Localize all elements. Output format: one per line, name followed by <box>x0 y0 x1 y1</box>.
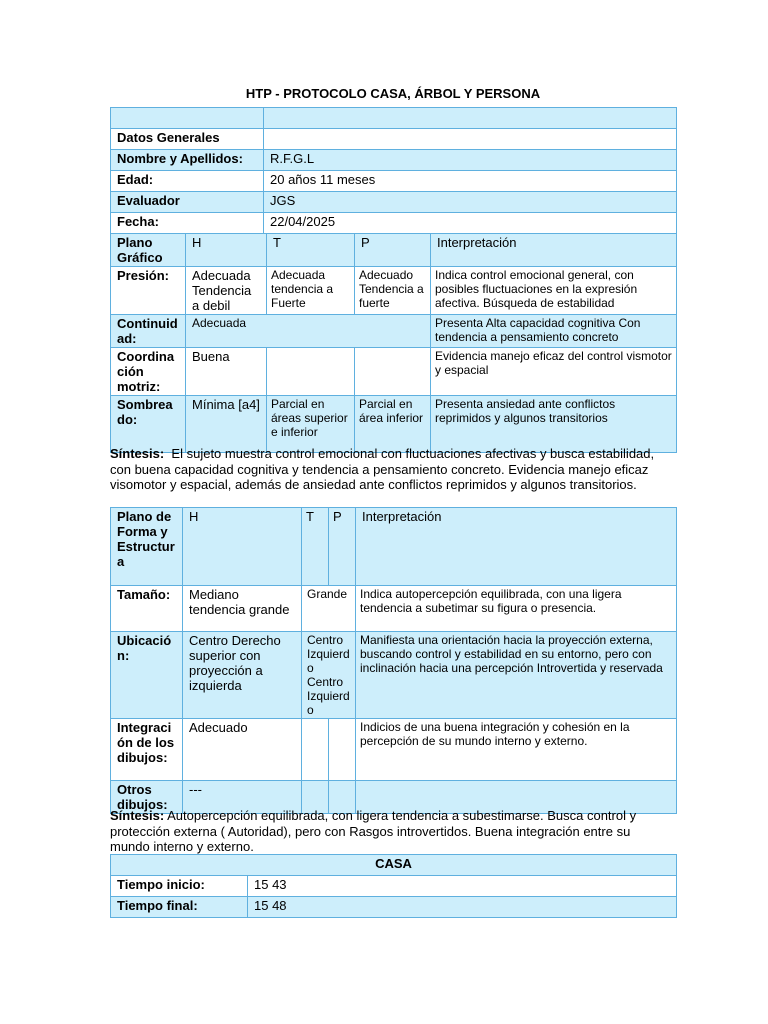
empty-cell <box>111 108 264 129</box>
cell-p: Parcial en área inferior <box>355 396 431 453</box>
row-label: Sombreado: <box>111 396 186 453</box>
synthesis-1 <box>110 446 670 493</box>
cell-p <box>329 719 356 781</box>
end-time-value: 15 48 <box>248 897 677 918</box>
cell-h: Centro Derecho superior con proyección a izquierda <box>183 632 302 719</box>
house-heading: CASA <box>111 855 677 876</box>
start-time-value: 15 43 <box>248 876 677 897</box>
synthesis-2-text: Autopercepción equilibrada, con ligera tendencia a subestimarse. Busca control y protección externa ( Autoridad), pero con Rasgos introvertidos. Buena integración entre su mundo interno y externo. <box>110 808 637 854</box>
evaluator-label: Evaluador <box>111 192 264 213</box>
col-t-header: T <box>302 508 329 586</box>
cell-h: Mediano tendencia grande <box>183 586 302 632</box>
row-label: Coordinación motriz: <box>111 348 186 396</box>
document-title: HTP - PROTOCOLO CASA, ÁRBOL Y PERSONA <box>245 86 541 101</box>
col-h-header: H <box>186 234 267 267</box>
empty-cell <box>264 108 677 129</box>
cell-t: Grande <box>302 586 356 632</box>
synthesis-2-label: Síntesis: <box>110 808 165 823</box>
col-t-header: T <box>267 234 355 267</box>
cell-p: Adecuado Tendencia a fuerte <box>355 267 431 315</box>
cell-interp: Presenta Alta capacidad cognitiva Con tendencia a pensamiento concreto <box>431 315 677 348</box>
cell-interp: Indica autopercepción equilibrada, con una ligera tendencia a subetimar su figura o presencia. <box>356 586 677 632</box>
date-label: Fecha: <box>111 213 264 234</box>
cell-interp: Indicios de una buena integración y cohesión en la percepción de su mundo interno y externo. <box>356 719 677 781</box>
graphic-plane-table <box>110 233 677 453</box>
cell-t: Parcial en áreas superior e inferior <box>267 396 355 453</box>
col-interp-header: Interpretación <box>356 508 677 586</box>
row-label: Otros dibujos: <box>111 781 183 814</box>
cell-h: Buena <box>186 348 267 396</box>
end-time-label: Tiempo final: <box>111 897 248 918</box>
col-p-header: P <box>355 234 431 267</box>
cell-h: Adecuada <box>186 315 431 348</box>
cell-h: Adecuado <box>183 719 302 781</box>
graphic-plane-heading: Plano Gráfico <box>111 234 186 267</box>
general-data-table <box>110 107 677 234</box>
col-h-header: H <box>183 508 302 586</box>
cell-t <box>267 348 355 396</box>
form-plane-heading: Plano de Forma y Estructura <box>111 508 183 586</box>
cell-t: Centro Izquierdo Centro Izquierdo <box>302 632 356 719</box>
cell-interp: Presenta ansiedad ante conflictos reprimidos y algunos transitorios <box>431 396 677 453</box>
age-value: 20 años 11 meses <box>264 171 677 192</box>
col-interp-header: Interpretación <box>431 234 677 267</box>
row-label: Presión: <box>111 267 186 315</box>
row-label: Continuidad: <box>111 315 186 348</box>
cell-t <box>302 719 329 781</box>
age-label: Edad: <box>111 171 264 192</box>
synthesis-2 <box>110 808 670 855</box>
synthesis-1-label: Síntesis: <box>110 446 165 461</box>
cell-p <box>355 348 431 396</box>
empty-cell <box>264 129 677 150</box>
col-p-header: P <box>329 508 356 586</box>
row-label: Tamaño: <box>111 586 183 632</box>
cell-h: Mínima [a4] <box>186 396 267 453</box>
date-value: 22/04/2025 <box>264 213 677 234</box>
cell-interp: Evidencia manejo eficaz del control vismotor y espacial <box>431 348 677 396</box>
evaluator-value: JGS <box>264 192 677 213</box>
house-table <box>110 854 677 918</box>
name-label: Nombre y Apellidos: <box>111 150 264 171</box>
cell-h: Adecuada Tendencia a debil <box>186 267 267 315</box>
start-time-label: Tiempo inicio: <box>111 876 248 897</box>
cell-interp: Manifiesta una orientación hacia la proyección externa, buscando control y estabilidad en su entorno, pero con inclinación hacia una percepción Introvertida y reservada <box>356 632 677 719</box>
row-label: Ubicación: <box>111 632 183 719</box>
cell-h: --- <box>183 781 302 814</box>
general-heading: Datos Generales <box>111 129 264 150</box>
row-label: Integración de los dibujos: <box>111 719 183 781</box>
synthesis-1-text: El sujeto muestra control emocional con fluctuaciones afectivas y busca estabilidad, con buena capacidad cognitiva y tendencia a pensamiento concreto. Evidencia manejo eficaz visomotor y espacial, además de ansiedad ante conflictos reprimidos y algunos transitorios. <box>110 446 655 492</box>
form-plane-table <box>110 507 677 814</box>
cell-interp: Indica control emocional general, con posibles fluctuaciones en la expresión afectiva. Búsqueda de estabilidad <box>431 267 677 315</box>
cell-t: Adecuada tendencia a Fuerte <box>267 267 355 315</box>
name-value: R.F.G.L <box>264 150 677 171</box>
